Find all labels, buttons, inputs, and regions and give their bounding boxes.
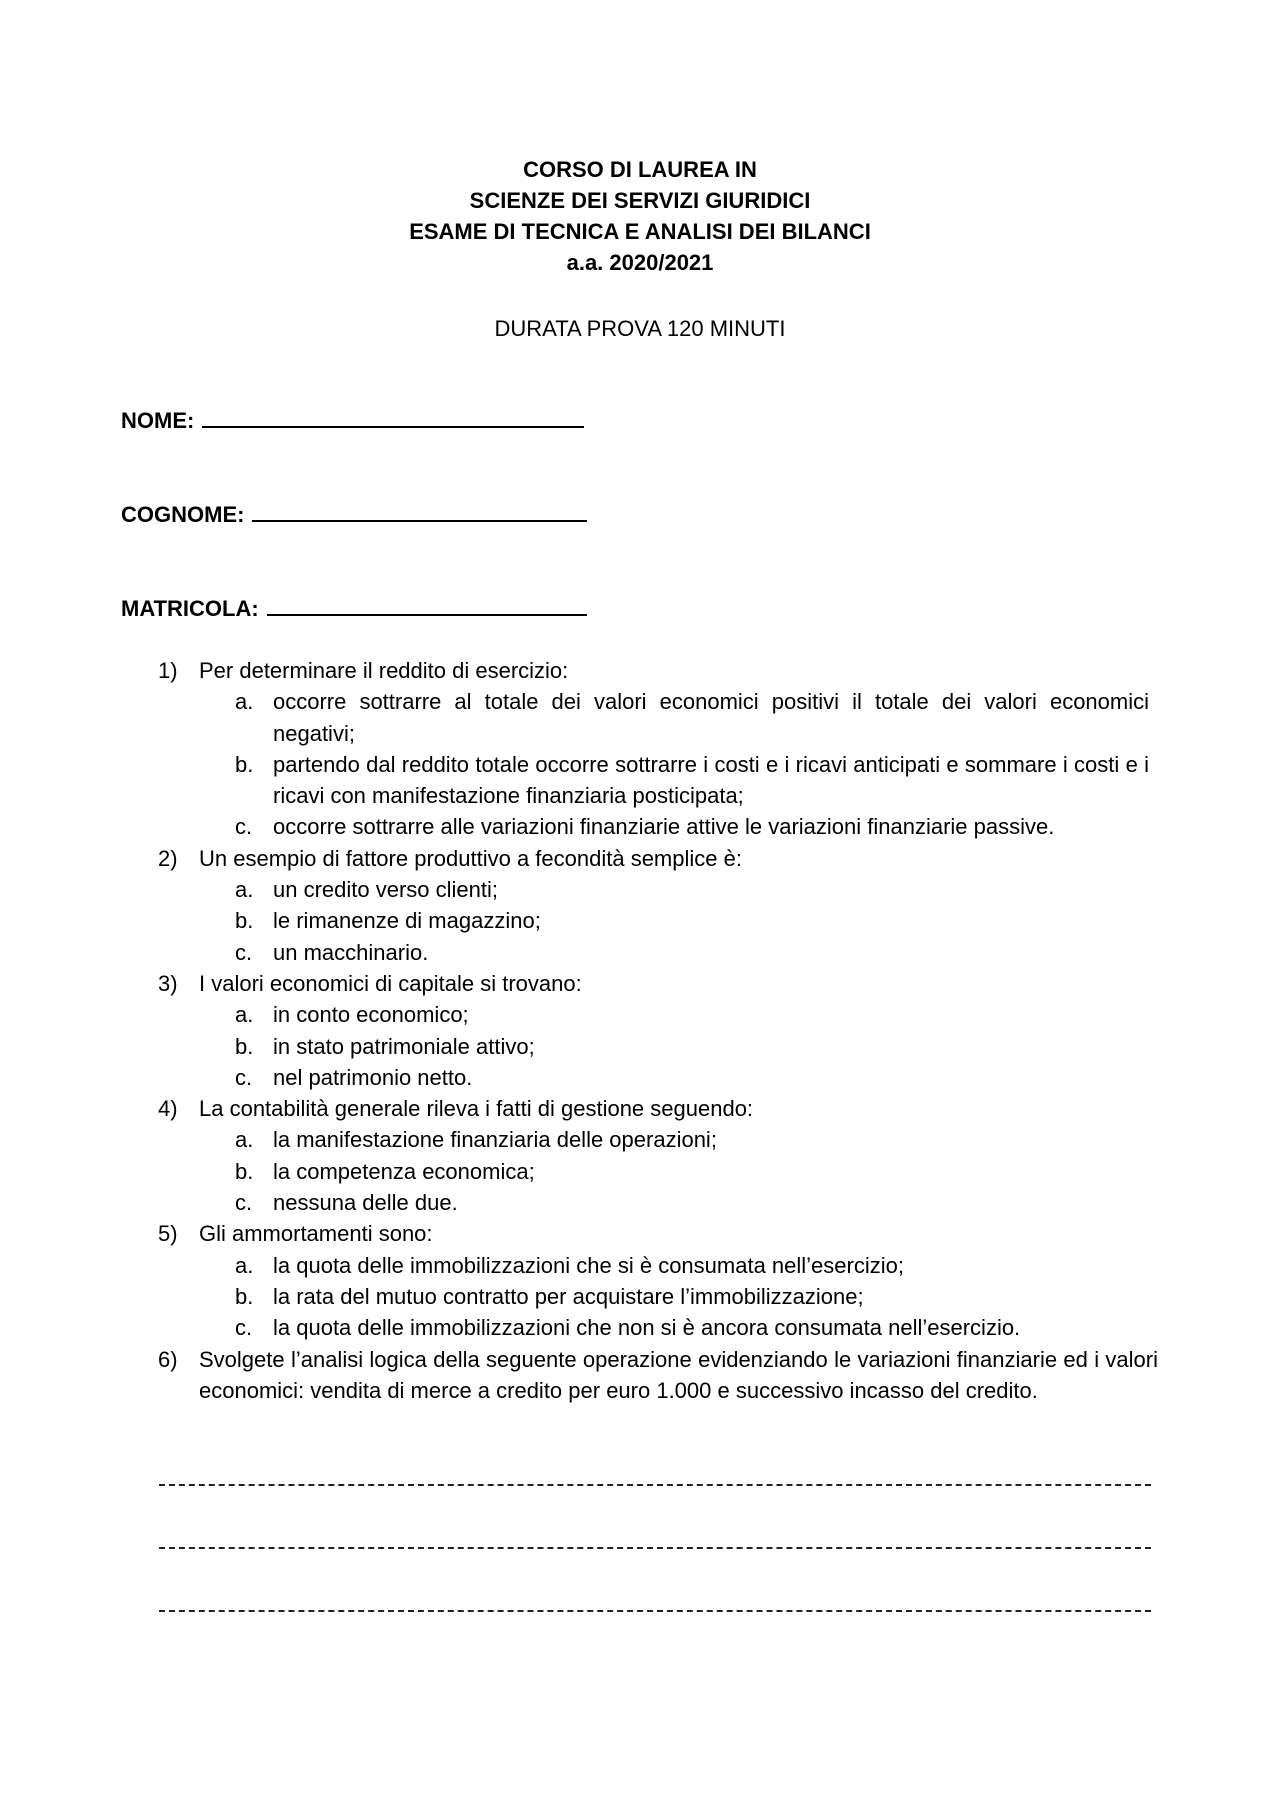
question-row <box>158 1218 1158 1249</box>
answer-line <box>159 1484 1151 1486</box>
option-letter: c. <box>235 939 253 965</box>
question-number: 2) <box>158 845 178 871</box>
answer-option-b[interactable] <box>235 749 1158 812</box>
answer-option-b[interactable] <box>235 1281 1158 1312</box>
answer-options <box>235 874 1158 968</box>
student-id-blank-line[interactable] <box>267 594 587 616</box>
question-4 <box>158 1093 1158 1218</box>
question-text: Un esempio di fattore produttivo a fecondità semplice è: <box>199 845 742 871</box>
student-id-field <box>121 593 587 624</box>
option-letter: b. <box>235 1158 254 1184</box>
question-list <box>158 655 1158 1406</box>
question-number: 5) <box>158 1221 178 1247</box>
option-text: in stato patrimoniale attivo; <box>273 1033 535 1059</box>
option-letter: a. <box>235 1252 254 1278</box>
exam-header <box>0 154 1280 278</box>
answer-option-b[interactable] <box>235 1031 1158 1062</box>
question-3 <box>158 968 1158 1093</box>
question-text: Svolgete l’analisi logica della seguente operazione evidenziando le variazioni finanziarie ed i valori economici: vendita di merce a credito per euro 1.000 e successivo incasso del credito. <box>199 1346 1158 1403</box>
question-number: 1) <box>158 658 178 683</box>
surname-blank-line[interactable] <box>252 500 587 522</box>
option-text: un macchinario. <box>273 939 429 965</box>
option-text: la quota delle immobilizzazioni che non si è ancora consumata nell’esercizio. <box>273 1315 1021 1341</box>
option-text: un credito verso clienti; <box>273 877 498 903</box>
option-text: nessuna delle due. <box>273 1190 458 1216</box>
question-text: Gli ammortamenti sono: <box>199 1221 433 1247</box>
answer-option-c[interactable] <box>235 1187 1158 1218</box>
question-5 <box>158 1218 1158 1343</box>
question-6 <box>158 1344 1158 1407</box>
option-text: in conto economico; <box>273 1002 469 1028</box>
surname-label: COGNOME: <box>121 502 245 527</box>
answer-options <box>235 999 1158 1093</box>
option-letter: b. <box>235 1283 254 1309</box>
option-letter: a. <box>235 689 254 715</box>
question-row <box>158 1344 1158 1407</box>
question-1 <box>158 655 1158 843</box>
option-text: nel patrimonio netto. <box>273 1064 473 1090</box>
answer-line <box>159 1610 1151 1612</box>
name-blank-line[interactable] <box>202 406 584 428</box>
question-row <box>158 843 1158 874</box>
answer-option-b[interactable] <box>235 905 1158 936</box>
surname-field <box>121 499 587 530</box>
option-letter: c. <box>235 1315 253 1341</box>
answer-option-a[interactable] <box>235 1124 1158 1155</box>
option-text: la rata del mutuo contratto per acquistare l’immobilizzazione; <box>273 1283 864 1309</box>
option-text: occorre sottrarre alle variazioni finanziarie attive le variazioni finanziarie passive. <box>273 814 1055 840</box>
answer-line <box>159 1547 1151 1549</box>
answer-option-a[interactable] <box>235 999 1158 1030</box>
option-letter: b. <box>235 751 254 777</box>
question-row <box>158 655 1158 686</box>
answer-option-a[interactable] <box>235 874 1158 905</box>
answer-option-c[interactable] <box>235 937 1158 968</box>
question-number: 4) <box>158 1096 178 1122</box>
exam-title: ESAME DI TECNICA E ANALISI DEI BILANCI <box>409 219 871 244</box>
name-label: NOME: <box>121 408 195 433</box>
answer-option-c[interactable] <box>235 1062 1158 1093</box>
option-letter: b. <box>235 1033 254 1059</box>
answer-option-a[interactable] <box>235 686 1158 749</box>
answer-option-b[interactable] <box>235 1156 1158 1187</box>
option-letter: c. <box>235 1190 253 1216</box>
answer-options <box>235 1124 1158 1218</box>
question-text: I valori economici di capitale si trovano: <box>199 970 582 996</box>
option-letter: a. <box>235 1127 254 1153</box>
option-text: le rimanenze di magazzino; <box>273 908 541 934</box>
degree-name: SCIENZE DEI SERVIZI GIURIDICI <box>469 188 811 213</box>
option-text: occorre sottrarre al totale dei valori economici positivi il totale dei valori economici negativi; <box>273 689 1149 746</box>
answer-option-a[interactable] <box>235 1250 1158 1281</box>
answer-options <box>235 686 1158 842</box>
option-text: partendo dal reddito totale occorre sottrarre i costi e i ricavi anticipati e sommare i costi e i ricavi con manifestazione finanziaria posticipata; <box>273 751 1149 809</box>
option-letter: b. <box>235 908 254 934</box>
question-text: La contabilità generale rileva i fatti di gestione seguendo: <box>199 1096 754 1122</box>
answer-options <box>235 1250 1158 1344</box>
exam-duration: DURATA PROVA 120 MINUTI <box>494 316 786 341</box>
question-text: Per determinare il reddito di esercizio: <box>199 658 569 683</box>
question-row <box>158 968 1158 999</box>
question-row <box>158 1093 1158 1124</box>
question-number: 6) <box>158 1346 178 1372</box>
academic-year: a.a. 2020/2021 <box>566 250 714 275</box>
option-text: la competenza economica; <box>273 1158 535 1184</box>
question-2 <box>158 843 1158 968</box>
question-number: 3) <box>158 970 178 996</box>
option-letter: a. <box>235 877 254 903</box>
option-letter: a. <box>235 1002 254 1028</box>
option-text: la quota delle immobilizzazioni che si è consumata nell’esercizio; <box>273 1252 904 1278</box>
option-letter: c. <box>235 814 253 840</box>
student-id-label: MATRICOLA: <box>121 596 259 621</box>
option-text: la manifestazione finanziaria delle operazioni; <box>273 1127 717 1153</box>
answer-option-c[interactable] <box>235 1312 1158 1343</box>
option-letter: c. <box>235 1064 253 1090</box>
answer-option-c[interactable] <box>235 811 1158 842</box>
name-field <box>121 405 584 436</box>
course-title: CORSO DI LAUREA IN <box>523 157 757 182</box>
